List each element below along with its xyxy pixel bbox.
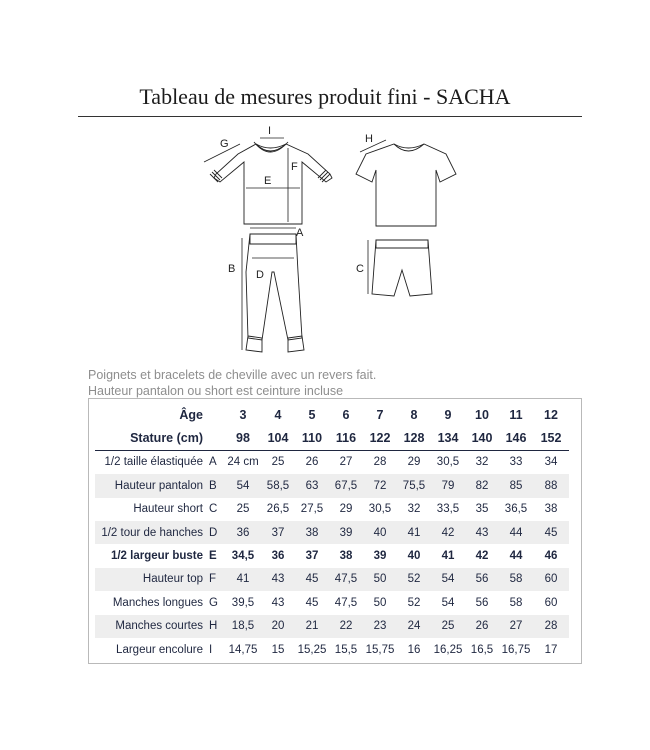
label-I: I — [268, 125, 272, 137]
stature-cell: 134 — [431, 426, 465, 450]
value-cell: 40 — [363, 521, 397, 544]
shorts-drawing — [372, 240, 432, 296]
row-label: 1/2 taille élastiquée — [104, 456, 203, 469]
row-letter: B — [209, 474, 225, 497]
label-C: C — [356, 263, 364, 275]
label-A: A — [296, 227, 304, 239]
short-sleeve-top-drawing — [356, 144, 456, 226]
letter-cell — [209, 403, 225, 426]
value-cell: 33 — [509, 456, 523, 469]
age-cell: 6 — [342, 407, 350, 422]
value-cell: 20 — [261, 615, 295, 638]
value-cell: 17 — [544, 643, 558, 656]
table-row — [95, 591, 569, 614]
row-label: Hauteur short — [133, 503, 203, 516]
value-cell: 60 — [533, 568, 569, 591]
value-cell: 39,5 — [231, 596, 255, 609]
value-cell: 47,5 — [329, 568, 363, 591]
table-row — [95, 638, 569, 661]
row-letter: H — [209, 615, 225, 638]
value-cell: 43 — [261, 568, 295, 591]
value-cell: 29 — [339, 503, 353, 516]
value-cell: 43 — [271, 596, 285, 609]
value-cell: 27,5 — [300, 503, 324, 516]
value-cell: 26,5 — [266, 503, 290, 516]
value-cell: 82 — [465, 474, 499, 497]
value-cell: 85 — [499, 474, 533, 497]
value-cell: 34 — [544, 456, 558, 469]
note-height: Hauteur pantalon ou short est ceinture incluse — [88, 384, 344, 398]
value-cell: 35 — [475, 503, 489, 516]
value-cell: 43 — [465, 521, 499, 544]
letter-cell — [209, 426, 225, 450]
label-E: E — [264, 175, 272, 187]
age-cell: 4 — [274, 407, 282, 422]
row-letter: E — [209, 550, 217, 563]
value-cell: 15,25 — [297, 643, 327, 656]
row-letter: C — [209, 503, 218, 516]
value-cell: 41 — [225, 568, 261, 591]
value-cell: 75,5 — [397, 474, 431, 497]
value-cell: 18,5 — [225, 615, 261, 638]
label-H: H — [365, 133, 373, 145]
stature-cell: 104 — [261, 426, 295, 450]
row-label: Hauteur top — [95, 568, 209, 591]
age-cell: 11 — [509, 407, 523, 422]
value-cell: 79 — [431, 474, 465, 497]
age-cell: 9 — [444, 407, 452, 422]
row-label: Manches courtes — [95, 615, 209, 638]
value-cell: 67,5 — [329, 474, 363, 497]
value-cell: 33,5 — [436, 503, 460, 516]
stature-cell: 116 — [329, 426, 363, 450]
value-cell: 30,5 — [368, 503, 392, 516]
value-cell: 41 — [441, 550, 455, 563]
row-letter: F — [209, 568, 225, 591]
value-cell: 42 — [475, 550, 489, 563]
value-cell: 54 — [441, 596, 455, 609]
value-cell: 30,5 — [436, 456, 460, 469]
row-label: 1/2 tour de hanches — [95, 521, 209, 544]
page-title: Tableau de mesures produit fini - SACHA — [139, 84, 511, 109]
value-cell: 38 — [339, 550, 353, 563]
label-D: D — [256, 269, 264, 281]
age-cell: 8 — [410, 407, 418, 422]
table-row — [95, 450, 569, 474]
value-cell: 23 — [363, 615, 397, 638]
value-cell: 44 — [499, 521, 533, 544]
age-header-row — [95, 403, 569, 426]
value-cell: 21 — [295, 615, 329, 638]
value-cell: 45 — [295, 568, 329, 591]
value-cell: 14,75 — [228, 643, 258, 656]
stature-cell: 128 — [397, 426, 431, 450]
value-cell: 32 — [475, 456, 489, 469]
value-cell: 42 — [431, 521, 465, 544]
value-cell: 34,5 — [231, 550, 255, 563]
value-cell: 50 — [373, 596, 387, 609]
value-cell: 37 — [261, 521, 295, 544]
table-row — [95, 544, 569, 567]
value-cell: 39 — [373, 550, 387, 563]
value-cell: 88 — [533, 474, 569, 497]
value-cell: 36,5 — [504, 503, 528, 516]
age-cell: 7 — [376, 407, 384, 422]
table-row — [95, 474, 569, 497]
value-cell: 25 — [431, 615, 465, 638]
row-letter: I — [209, 643, 213, 656]
value-cell: 45 — [305, 596, 319, 609]
value-cell: 29 — [407, 456, 421, 469]
age-cell: 3 — [239, 407, 247, 422]
value-cell: 37 — [305, 550, 319, 563]
value-cell: 39 — [329, 521, 363, 544]
value-cell: 24 cm — [227, 456, 259, 469]
value-cell: 16,5 — [470, 643, 494, 656]
value-cell: 47,5 — [334, 596, 358, 609]
value-cell: 58 — [499, 568, 533, 591]
measurements-table — [88, 398, 582, 664]
value-cell: 54 — [225, 474, 261, 497]
value-cell: 25 — [271, 456, 285, 469]
value-cell: 16 — [407, 643, 421, 656]
value-cell: 56 — [475, 596, 489, 609]
title-divider — [78, 116, 582, 117]
label-F: F — [291, 161, 298, 173]
value-cell: 27 — [339, 456, 353, 469]
value-cell: 38 — [544, 503, 558, 516]
row-letter: A — [209, 456, 217, 469]
value-cell: 45 — [533, 521, 569, 544]
value-cell: 15 — [271, 643, 285, 656]
value-cell: 24 — [397, 615, 431, 638]
value-cell: 56 — [465, 568, 499, 591]
value-cell: 28 — [533, 615, 569, 638]
age-label: Âge — [179, 407, 203, 422]
value-cell: 36 — [271, 550, 285, 563]
notes — [88, 367, 376, 399]
table-row — [95, 568, 569, 591]
value-cell: 52 — [407, 596, 421, 609]
stature-cell: 152 — [533, 426, 569, 450]
value-cell: 36 — [225, 521, 261, 544]
value-cell: 72 — [363, 474, 397, 497]
value-cell: 38 — [295, 521, 329, 544]
stature-cell: 110 — [295, 426, 329, 450]
value-cell: 63 — [295, 474, 329, 497]
age-cell: 12 — [544, 407, 558, 422]
age-cell: 10 — [475, 407, 489, 422]
pants-drawing — [246, 234, 304, 352]
value-cell: 25 — [236, 503, 250, 516]
table-row — [95, 521, 569, 544]
value-cell: 26 — [465, 615, 499, 638]
row-letter: G — [209, 596, 218, 609]
stature-cell: 98 — [225, 426, 261, 450]
value-cell: 60 — [544, 596, 558, 609]
value-cell: 41 — [397, 521, 431, 544]
row-label: Manches longues — [112, 596, 203, 609]
value-cell: 46 — [544, 550, 558, 563]
age-cell: 5 — [308, 407, 316, 422]
row-label: Largeur encolure — [116, 643, 203, 656]
value-cell: 27 — [499, 615, 533, 638]
table-row — [95, 615, 569, 638]
value-cell: 15,5 — [334, 643, 358, 656]
stature-cell: 122 — [363, 426, 397, 450]
value-cell: 50 — [363, 568, 397, 591]
stature-cell: 146 — [499, 426, 533, 450]
value-cell: 54 — [431, 568, 465, 591]
value-cell: 22 — [329, 615, 363, 638]
value-cell: 40 — [407, 550, 421, 563]
value-cell: 16,75 — [501, 643, 531, 656]
value-cell: 44 — [509, 550, 523, 563]
value-cell: 26 — [305, 456, 319, 469]
note-cuffs: Poignets et bracelets de cheville avec un revers fait. — [88, 368, 377, 382]
garment-illustration — [190, 122, 460, 362]
row-label: Hauteur pantalon — [95, 474, 209, 497]
value-cell: 15,75 — [365, 643, 395, 656]
stature-cell: 140 — [465, 426, 499, 450]
stature-header-row — [95, 426, 569, 450]
value-cell: 16,25 — [433, 643, 463, 656]
value-cell: 28 — [373, 456, 387, 469]
row-label: 1/2 largeur buste — [110, 550, 203, 563]
value-cell: 58,5 — [261, 474, 295, 497]
table-row — [95, 498, 569, 521]
stature-label: Stature (cm) — [95, 426, 209, 450]
row-letter: D — [209, 521, 225, 544]
value-cell: 58 — [509, 596, 523, 609]
label-B: B — [228, 263, 236, 275]
label-G: G — [220, 138, 229, 150]
value-cell: 32 — [407, 503, 421, 516]
value-cell: 52 — [397, 568, 431, 591]
